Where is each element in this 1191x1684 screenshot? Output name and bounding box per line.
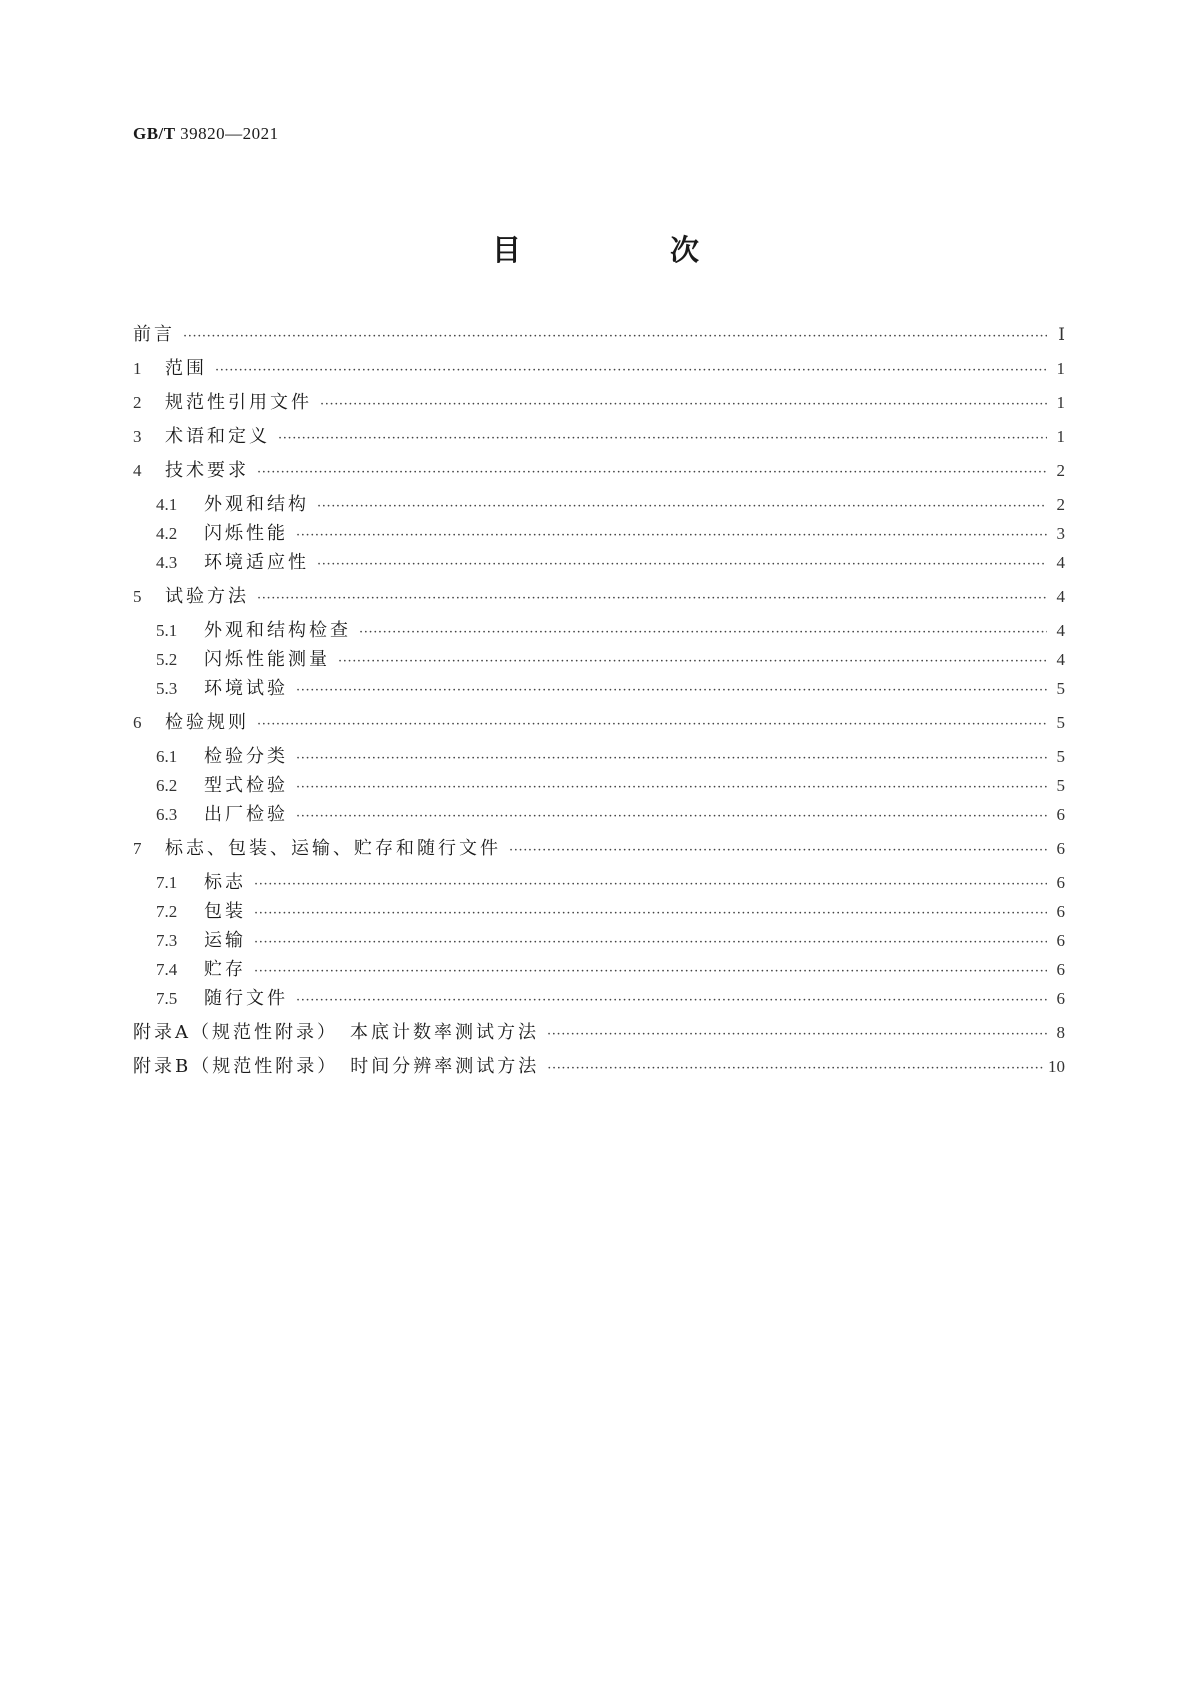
toc-entry-number: 5.2 (156, 650, 178, 669)
toc-entry-label: 附录A（规范性附录） 本底计数率测试方法 (133, 1022, 539, 1043)
toc-entry-number: 6.3 (156, 805, 178, 824)
toc-entry-label: 型式检验 (204, 775, 288, 796)
toc-entry[interactable] (133, 930, 1065, 954)
toc-leader-dots (317, 554, 1047, 576)
toc-leader-dots (296, 806, 1047, 828)
toc-entry-page: 8 (1056, 1023, 1065, 1042)
doc-prefix: GB/T (133, 124, 176, 143)
toc-entry-page: 10 (1048, 1057, 1065, 1076)
toc-entry-page: 5 (1056, 679, 1065, 698)
toc-entry[interactable] (133, 324, 1065, 348)
toc-entry-page: 4 (1056, 650, 1065, 669)
toc-entry-label: 标志、包装、运输、贮存和随行文件 (165, 838, 501, 859)
toc-leader-dots (296, 680, 1047, 702)
toc-entry-page: 2 (1056, 461, 1065, 480)
toc-entry-page: 4 (1056, 553, 1065, 572)
toc-entry[interactable] (133, 494, 1065, 518)
toc-entry-label: 环境适应性 (204, 552, 309, 573)
toc-entry-label: 贮存 (204, 959, 246, 980)
toc-entry-number: 6.1 (156, 747, 178, 766)
toc-leader-dots (320, 394, 1047, 416)
toc-entry-number: 4 (133, 461, 142, 480)
toc-entry-page: 6 (1056, 805, 1065, 824)
toc-leader-dots (278, 428, 1047, 450)
toc-entry-number: 7.4 (156, 960, 178, 979)
toc-entry-number: 7.3 (156, 931, 178, 950)
toc-leader-dots (254, 932, 1047, 954)
toc-entry-label: 检验分类 (204, 746, 288, 767)
toc-leader-dots (257, 714, 1047, 736)
toc-entry-number: 3 (133, 427, 142, 446)
toc-leader-dots (296, 748, 1047, 770)
toc-entry-number: 4.2 (156, 524, 178, 543)
toc-entry[interactable] (133, 872, 1065, 896)
toc-entry-number: 6.2 (156, 776, 178, 795)
toc-entry-label: 运输 (204, 930, 246, 951)
toc-entry-page: 6 (1056, 839, 1065, 858)
toc-entry-page: 5 (1056, 747, 1065, 766)
toc-entry[interactable] (133, 586, 1065, 610)
toc-leader-dots (317, 496, 1047, 518)
toc-entry-label: 外观和结构检查 (204, 620, 351, 641)
toc-entry[interactable] (133, 392, 1065, 416)
toc-leader-dots (296, 777, 1047, 799)
toc-entry-number: 5 (133, 587, 142, 606)
toc-leader-dots (254, 903, 1047, 925)
toc-entry-number: 4.1 (156, 495, 178, 514)
toc-entry-label: 技术要求 (165, 460, 249, 481)
toc-entry-label: 试验方法 (165, 586, 249, 607)
toc-entry-page: 5 (1056, 776, 1065, 795)
toc-entry[interactable] (133, 523, 1065, 547)
toc-entry-page: 2 (1056, 495, 1065, 514)
toc-entry-number: 7.2 (156, 902, 178, 921)
toc-entry-number: 6 (133, 713, 142, 732)
toc-entry[interactable] (133, 901, 1065, 925)
toc-leader-dots (254, 961, 1047, 983)
doc-number: 39820—2021 (180, 124, 279, 143)
toc-entry-page: 6 (1056, 931, 1065, 950)
toc-entry-label: 标志 (204, 872, 246, 893)
toc-entry[interactable] (133, 1056, 1065, 1080)
toc-entry-page: 4 (1056, 587, 1065, 606)
toc-entry[interactable] (133, 838, 1065, 862)
toc-leader-dots (296, 990, 1047, 1012)
toc-entry-number: 5.1 (156, 621, 178, 640)
toc-entry-page: 5 (1056, 713, 1065, 732)
toc-entry-page: 6 (1056, 873, 1065, 892)
toc-entry-page: 1 (1056, 393, 1065, 412)
toc-entry-number: 5.3 (156, 679, 178, 698)
toc-entry-label: 术语和定义 (165, 426, 270, 447)
toc-entry-page: 4 (1056, 621, 1065, 640)
toc-leader-dots (547, 1058, 1044, 1080)
toc-leader-dots (183, 326, 1047, 348)
toc-entry-label: 随行文件 (204, 988, 288, 1009)
toc-entry-label: 范围 (165, 358, 207, 379)
toc-entry[interactable] (133, 1022, 1065, 1046)
toc-leader-dots (215, 360, 1047, 382)
toc-entry-label: 附录B（规范性附录） 时间分辨率测试方法 (133, 1056, 540, 1077)
toc-entry[interactable] (133, 988, 1065, 1012)
toc-leader-dots (296, 525, 1047, 547)
toc-entry-page: 1 (1056, 427, 1065, 446)
toc-entry-label: 外观和结构 (204, 494, 309, 515)
toc-entry-number: 7 (133, 839, 142, 858)
document-code (133, 124, 279, 144)
toc-entry-page: Ⅰ (1058, 325, 1065, 344)
toc-leader-dots (257, 588, 1047, 610)
toc-leader-dots (547, 1024, 1047, 1046)
toc-entry-label: 检验规则 (165, 712, 249, 733)
toc-entry[interactable] (133, 746, 1065, 770)
toc-entry-label: 环境试验 (204, 678, 288, 699)
toc-title: 目 次 (491, 233, 759, 267)
toc-entry[interactable] (133, 460, 1065, 484)
toc-entry-label: 闪烁性能 (204, 523, 288, 544)
toc-entry-label: 前言 (133, 324, 175, 345)
toc-entry-page: 6 (1056, 902, 1065, 921)
toc-entry[interactable] (133, 712, 1065, 736)
toc-entry[interactable] (133, 649, 1065, 673)
toc-entry-number: 1 (133, 359, 142, 378)
toc-leader-dots (509, 840, 1047, 862)
toc-entry-number: 2 (133, 393, 142, 412)
toc-entry-number: 4.3 (156, 553, 178, 572)
toc-entry[interactable] (133, 775, 1065, 799)
toc-entry[interactable] (133, 620, 1065, 644)
toc-entry-page: 6 (1056, 960, 1065, 979)
toc-leader-dots (254, 874, 1047, 896)
toc-entry-number: 7.5 (156, 989, 178, 1008)
toc-entry[interactable] (133, 426, 1065, 450)
toc-entry[interactable] (133, 959, 1065, 983)
toc-entry-page: 6 (1056, 989, 1065, 1008)
toc-entry[interactable] (133, 358, 1065, 382)
toc-entry-page: 1 (1056, 359, 1065, 378)
toc-leader-dots (338, 651, 1047, 673)
toc-entry-page: 3 (1056, 524, 1065, 543)
toc-entry-number: 7.1 (156, 873, 178, 892)
toc-leader-dots (359, 622, 1047, 644)
toc-entry-label: 包装 (204, 901, 246, 922)
toc-entry-label: 闪烁性能测量 (204, 649, 330, 670)
toc-entry[interactable] (133, 804, 1065, 828)
toc-leader-dots (257, 462, 1047, 484)
toc-entry-label: 规范性引用文件 (165, 392, 312, 413)
toc-entry[interactable] (133, 678, 1065, 702)
toc-entry[interactable] (133, 552, 1065, 576)
toc-entry-label: 出厂检验 (204, 804, 288, 825)
